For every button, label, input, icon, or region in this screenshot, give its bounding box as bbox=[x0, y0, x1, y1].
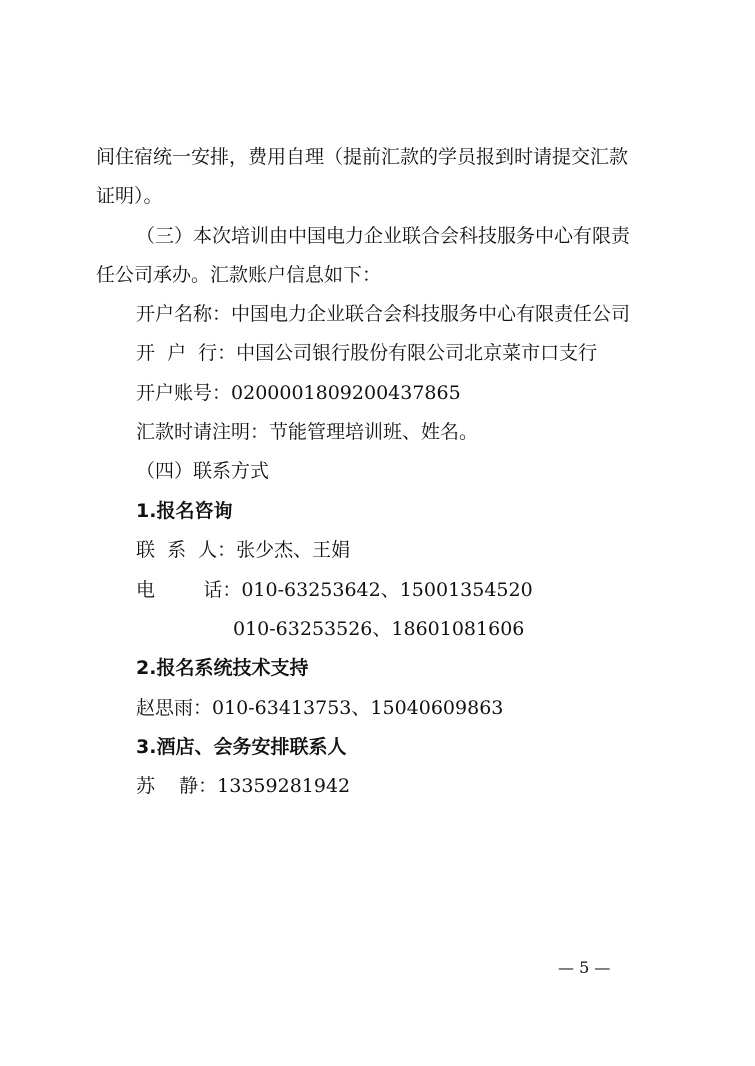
contact-person-label: 联 系 人： bbox=[136, 539, 237, 561]
remittance-note-label: 汇款时请注明： bbox=[136, 421, 270, 443]
account-bank-value: 中国公司银行股份有限公司北京菜市口支行 bbox=[236, 342, 598, 364]
phone-label: 电 话： bbox=[136, 579, 242, 601]
phone-row-1 bbox=[136, 578, 533, 602]
organizer-line-1: （三）本次培训由中国电力企业联合会科技服务中心有限责 bbox=[136, 225, 631, 247]
consult-heading: 1.报名咨询 bbox=[136, 500, 233, 522]
phone-value-1: 010-63253642、15001354520 bbox=[241, 579, 533, 601]
account-number-value: 0200001809200437865 bbox=[231, 382, 461, 404]
page-number: — 5 — bbox=[558, 958, 611, 977]
hotel-contact: 苏 静：13359281942 bbox=[136, 775, 351, 797]
account-name-value: 中国电力企业联合会科技服务中心有限责任公司 bbox=[231, 303, 631, 325]
lodging-line-2: 证明）。 bbox=[96, 185, 163, 207]
account-name-label: 开户名称： bbox=[136, 303, 232, 325]
hotel-heading: 3.酒店、会务安排联系人 bbox=[136, 736, 347, 758]
contact-person-value: 张少杰、王娟 bbox=[236, 539, 351, 561]
contact-person-row bbox=[136, 538, 350, 562]
remittance-note-row bbox=[136, 420, 478, 444]
lodging-line-1: 间住宿统一安排，费用自理（提前汇款的学员报到时请提交汇款 bbox=[96, 146, 629, 168]
tech-support-contact: 赵思雨：010-63413753、15040609863 bbox=[136, 697, 504, 719]
account-bank-label: 开 户 行： bbox=[136, 342, 237, 364]
account-number-label: 开户账号： bbox=[136, 382, 232, 404]
tech-support-heading: 2.报名系统技术支持 bbox=[136, 657, 309, 679]
remittance-note-value: 节能管理培训班、姓名。 bbox=[269, 421, 479, 443]
phone-row-2: 010-63253526、18601081606 bbox=[233, 618, 525, 640]
account-name-row bbox=[136, 302, 630, 326]
organizer-line-2: 任公司承办。汇款账户信息如下： bbox=[96, 264, 382, 286]
contact-section-title: （四）联系方式 bbox=[136, 460, 270, 482]
account-bank-row bbox=[136, 341, 597, 365]
account-number-row bbox=[136, 381, 461, 405]
